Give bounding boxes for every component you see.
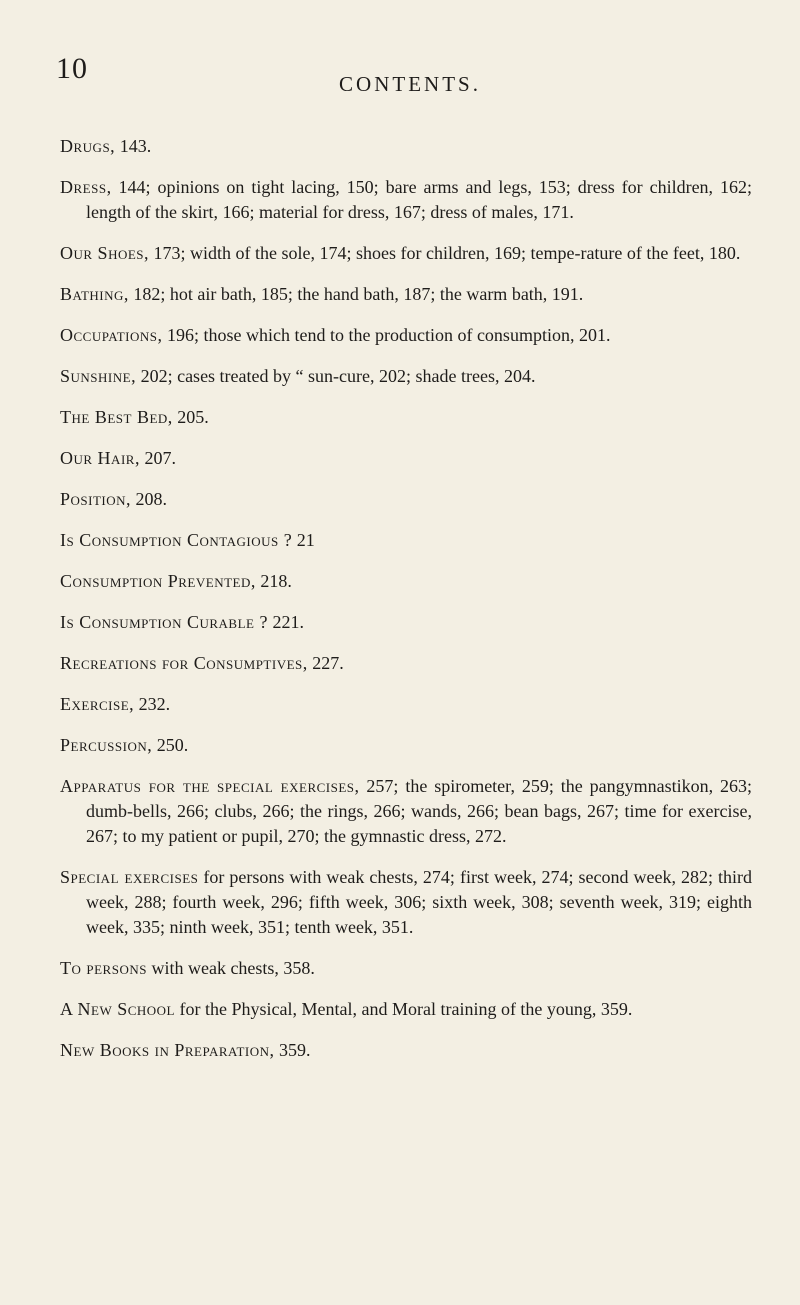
entry-heading: Apparatus for the special exercises, [60, 776, 360, 796]
contents-entry [60, 610, 752, 635]
entry-heading: Is Consumption Curable ? [60, 612, 268, 632]
entry-heading: Percussion, [60, 735, 153, 755]
contents-entry [60, 774, 752, 849]
entry-text: 227. [307, 653, 344, 673]
contents-entry [60, 528, 752, 553]
contents-entry [60, 364, 752, 389]
contents-entry [60, 134, 752, 159]
entry-text: 232. [134, 694, 171, 714]
contents-list [60, 134, 752, 1079]
entry-heading: Occupations, [60, 325, 163, 345]
contents-entry [60, 446, 752, 471]
entry-text: 359. [274, 1040, 311, 1060]
contents-entry [60, 487, 752, 512]
page-number: 10 [56, 52, 88, 85]
entry-text: with weak chests, 358. [146, 958, 315, 978]
entry-text: 173; width of the sole, 174; shoes for children, 169; tempe-rature of the feet, 180. [149, 243, 741, 263]
entry-heading: A New School [60, 999, 176, 1019]
contents-entry [60, 865, 752, 940]
contents-entry [60, 323, 752, 348]
entry-heading: Exercise, [60, 694, 135, 714]
contents-entry [60, 175, 752, 225]
entry-heading: Recreations for Consumptives, [60, 653, 308, 673]
entry-heading: Drugs, [60, 136, 116, 156]
entry-heading: Our Hair, [60, 448, 140, 468]
entry-heading: Position, [60, 489, 132, 509]
entry-text: 196; those which tend to the production of consumption, 201. [162, 325, 611, 345]
contents-entry [60, 692, 752, 717]
entry-heading: Dress, [60, 177, 112, 197]
entry-heading: Consumption Prevented, [60, 571, 256, 591]
contents-entry [60, 241, 752, 266]
entry-heading: Sunshine, [60, 366, 137, 386]
contents-entry [60, 569, 752, 594]
contents-entry [60, 997, 752, 1022]
contents-entry [60, 282, 752, 307]
entry-heading: Bathing, [60, 284, 129, 304]
entry-text: 218. [255, 571, 292, 591]
entry-text: 250. [152, 735, 189, 755]
entry-text: for the Physical, Mental, and Moral training of the young, 359. [175, 999, 633, 1019]
contents-entry [60, 733, 752, 758]
entry-text: 205. [172, 407, 209, 427]
entry-text: 143. [115, 136, 152, 156]
entry-heading: Special exercises [60, 867, 199, 887]
entry-heading: To persons [60, 958, 147, 978]
contents-entry [60, 956, 752, 981]
contents-entry [60, 1038, 752, 1063]
entry-heading: Is Consumption Contagious ? [60, 530, 293, 550]
entry-text: 202; cases treated by “ sun-cure, 202; shade trees, 204. [136, 366, 536, 386]
entry-heading: Our Shoes, [60, 243, 150, 263]
entry-text: 21 [292, 530, 315, 550]
entry-text: 207. [139, 448, 176, 468]
contents-entry [60, 651, 752, 676]
entry-text: 221. [267, 612, 304, 632]
contents-entry [60, 405, 752, 430]
entry-text: 182; hot air bath, 185; the hand bath, 187; the warm bath, 191. [128, 284, 584, 304]
entry-text: for persons with weak chests, 274; first week, 274; second week, 282; third week, 288; fourth week, 296; fifth week, 306; sixth week, 308; seventh week, 319; eighth week, 335; ninth week, 351; tenth week, 351. [86, 867, 752, 937]
entry-text: 208. [131, 489, 168, 509]
entry-text: 257; the spirometer, 259; the pangymnastikon, 263; dumb-bells, 266; clubs, 266; the rings, 266; wands, 266; bean bags, 267; time for exercise, 267; to my patient or pupil, 270; the gymnastic dress, 272. [86, 776, 752, 846]
entry-text: 144; opinions on tight lacing, 150; bare arms and legs, 153; dress for children, 162; length of the skirt, 166; material for dress, 167; dress of males, 171. [86, 177, 752, 222]
entry-heading: New Books in Preparation, [60, 1040, 275, 1060]
running-title: CONTENTS. [339, 72, 481, 96]
entry-heading: The Best Bed, [60, 407, 173, 427]
